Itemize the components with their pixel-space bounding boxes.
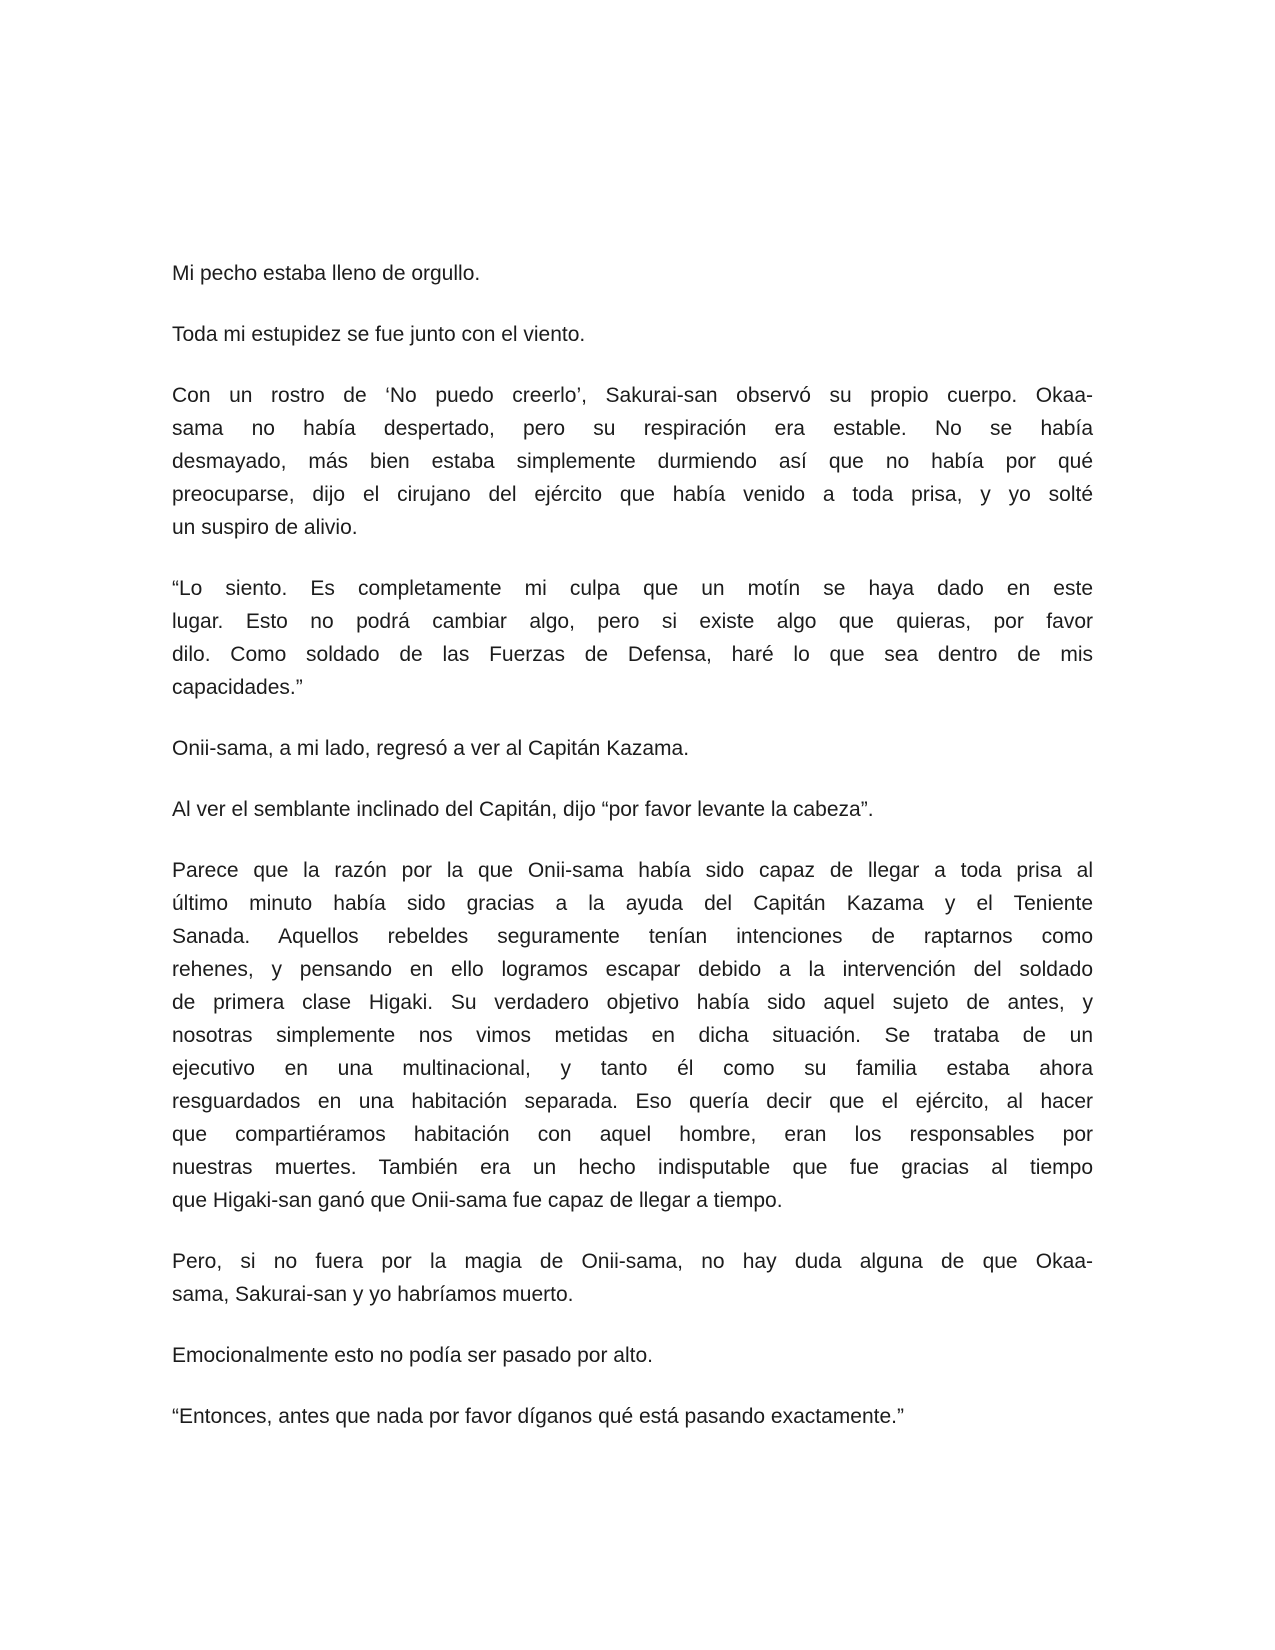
paragraph [172, 257, 1093, 290]
text-line: capacidades.” [172, 676, 303, 699]
text-line: Con un rostro de ‘No puedo creerlo’, Sakurai-san observó su propio cuerpo. Okaa- [172, 384, 1093, 407]
text-line: Mi pecho estaba lleno de orgullo. [172, 262, 481, 285]
text-line: de primera clase Higaki. Su verdadero objetivo había sido aquel sujeto de antes, y [172, 991, 1093, 1014]
paragraph [172, 732, 1093, 765]
text-line: dilo. Como soldado de las Fuerzas de Defensa, haré lo que sea dentro de mis [172, 643, 1093, 666]
text-line: rehenes, y pensando en ello logramos escapar debido a la intervención del soldado [172, 958, 1093, 981]
text-line: “Entonces, antes que nada por favor díganos qué está pasando exactamente.” [172, 1405, 904, 1428]
text-line: sama no había despertado, pero su respiración era estable. No se había [172, 417, 1093, 440]
text-line: nosotras simplemente nos vimos metidas en dicha situación. Se trataba de un [172, 1024, 1093, 1047]
text-line: que compartiéramos habitación con aquel hombre, eran los responsables por [172, 1123, 1093, 1146]
text-line: que Higaki-san ganó que Onii-sama fue capaz de llegar a tiempo. [172, 1189, 783, 1212]
text-line: “Lo siento. Es completamente mi culpa que un motín se haya dado en este [172, 577, 1093, 600]
text-line: preocuparse, dijo el cirujano del ejército que había venido a toda prisa, y yo solté [172, 483, 1093, 506]
text-line: último minuto había sido gracias a la ayuda del Capitán Kazama y el Teniente [172, 892, 1093, 915]
text-line: Pero, si no fuera por la magia de Onii-sama, no hay duda alguna de que Okaa- [172, 1250, 1093, 1273]
text-line: resguardados en una habitación separada. Eso quería decir que el ejército, al hacer [172, 1090, 1093, 1113]
text-line: Al ver el semblante inclinado del Capitán, dijo “por favor levante la cabeza”. [172, 798, 874, 821]
text-line: Toda mi estupidez se fue junto con el viento. [172, 323, 586, 346]
text-line: sama, Sakurai-san y yo habríamos muerto. [172, 1283, 574, 1306]
paragraph [172, 572, 1093, 704]
text-line: Onii-sama, a mi lado, regresó a ver al Capitán Kazama. [172, 737, 690, 760]
text-line: un suspiro de alivio. [172, 516, 358, 539]
paragraph [172, 854, 1093, 1217]
text-line: nuestras muertes. También era un hecho indisputable que fue gracias al tiempo [172, 1156, 1093, 1179]
paragraph [172, 793, 1093, 826]
text-line: Sanada. Aquellos rebeldes seguramente tenían intenciones de raptarnos como [172, 925, 1093, 948]
text-line: lugar. Esto no podrá cambiar algo, pero si existe algo que quieras, por favor [172, 610, 1093, 633]
text-line: Emocionalmente esto no podía ser pasado por alto. [172, 1344, 653, 1367]
paragraph [172, 1400, 1093, 1433]
paragraph [172, 379, 1093, 544]
paragraph [172, 1339, 1093, 1372]
paragraph [172, 318, 1093, 351]
text-line: ejecutivo en una multinacional, y tanto él como su familia estaba ahora [172, 1057, 1093, 1080]
paragraph [172, 1245, 1093, 1311]
document-content [172, 257, 1093, 1461]
text-line: desmayado, más bien estaba simplemente durmiendo así que no había por qué [172, 450, 1093, 473]
text-line: Parece que la razón por la que Onii-sama había sido capaz de llegar a toda prisa al [172, 859, 1093, 882]
